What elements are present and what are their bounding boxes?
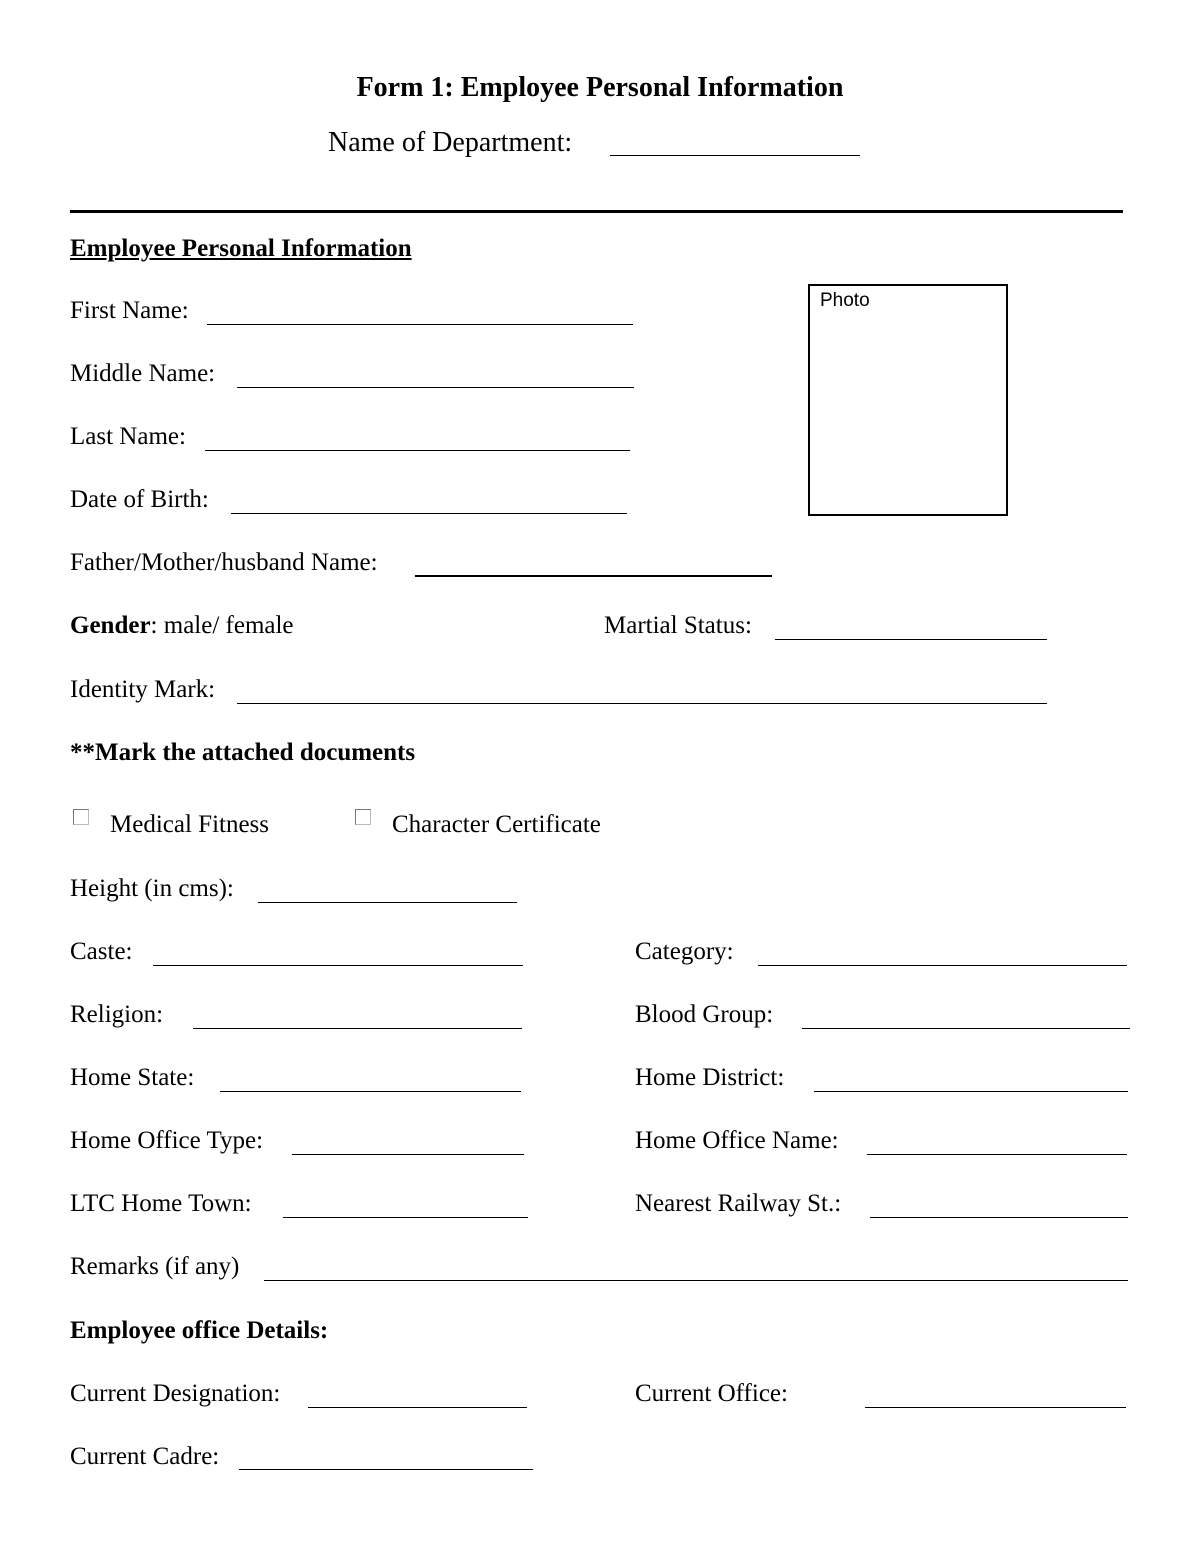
ltc-home-town-label: LTC Home Town: [70,1190,252,1217]
current-cadre-field[interactable] [239,1469,533,1470]
category-label: Category: [635,938,734,965]
dob-field[interactable] [231,513,627,514]
character-certificate-checkbox[interactable] [355,809,371,825]
home-state-label: Home State: [70,1064,195,1091]
form-title: Form 1: Employee Personal Information [356,72,844,103]
current-cadre-label: Current Cadre: [70,1443,220,1470]
office-details-heading: Employee office Details: [70,1317,329,1344]
photo-label: Photo [820,290,870,311]
caste-label: Caste: [70,938,133,965]
religion-label: Religion: [70,1001,164,1028]
home-state-field[interactable] [220,1091,521,1092]
home-district-label: Home District: [635,1064,785,1091]
gender-label: Gender [70,612,151,639]
parent-name-field[interactable] [415,575,772,577]
gender-options[interactable]: : male/ female [150,612,294,639]
height-label: Height (in cms): [70,875,234,902]
current-office-label: Current Office: [635,1380,788,1407]
ltc-home-town-field[interactable] [283,1217,528,1218]
identity-mark-field[interactable] [237,703,1047,704]
remarks-label: Remarks (if any) [70,1253,240,1280]
home-office-type-label: Home Office Type: [70,1127,264,1154]
medical-fitness-label: Medical Fitness [110,811,270,838]
first-name-label: First Name: [70,297,189,324]
marital-status-label: Martial Status: [604,612,752,639]
current-designation-label: Current Designation: [70,1380,281,1407]
current-office-field[interactable] [865,1407,1126,1408]
parent-name-label: Father/Mother/husband Name: [70,549,378,576]
photo-box[interactable] [808,284,1008,516]
caste-field[interactable] [153,965,523,966]
blood-group-label: Blood Group: [635,1001,774,1028]
height-field[interactable] [258,902,517,903]
home-district-field[interactable] [814,1091,1128,1092]
documents-heading: **Mark the attached documents [70,739,416,766]
nearest-railway-label: Nearest Railway St.: [635,1190,842,1217]
last-name-label: Last Name: [70,423,186,450]
dob-label: Date of Birth: [70,486,209,513]
department-label: Name of Department: [328,127,573,158]
nearest-railway-field[interactable] [870,1217,1128,1218]
religion-field[interactable] [193,1028,522,1029]
header-divider [70,210,1123,213]
middle-name-field[interactable] [237,387,634,388]
blood-group-field[interactable] [802,1028,1130,1029]
category-field[interactable] [758,965,1127,966]
department-field[interactable] [610,155,860,156]
first-name-field[interactable] [207,324,633,325]
character-certificate-label: Character Certificate [392,811,601,838]
middle-name-label: Middle Name: [70,360,216,387]
marital-status-field[interactable] [775,639,1047,640]
gender-row [70,612,294,640]
last-name-field[interactable] [205,450,630,451]
personal-info-heading: Employee Personal Information [70,235,412,262]
current-designation-field[interactable] [308,1407,527,1408]
medical-fitness-checkbox[interactable] [73,809,89,825]
home-office-type-field[interactable] [292,1154,524,1155]
home-office-name-field[interactable] [867,1154,1127,1155]
home-office-name-label: Home Office Name: [635,1127,839,1154]
remarks-field[interactable] [264,1280,1128,1281]
identity-mark-label: Identity Mark: [70,676,216,703]
